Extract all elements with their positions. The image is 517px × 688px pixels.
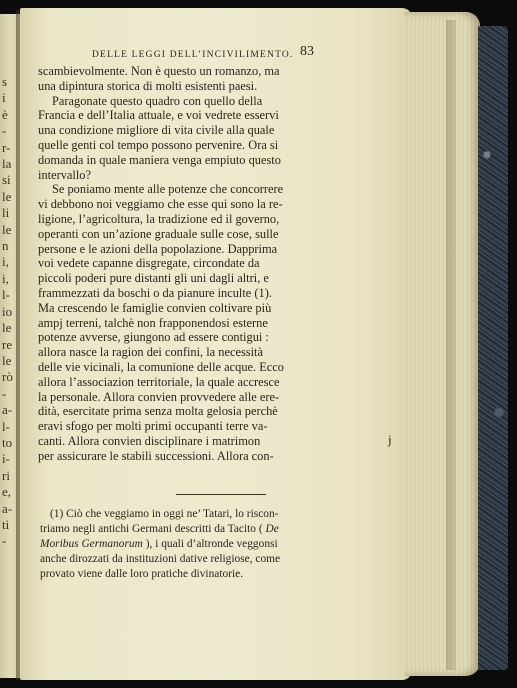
body-line: eravi sfogo per molti primi occupanti terre va- bbox=[38, 419, 268, 434]
body-line: la personale. Allora convien provvedere alle ere- bbox=[38, 389, 280, 404]
body-line: ligione, l’agricoltura, la tradizione ed il governo, bbox=[38, 212, 280, 226]
page-number: 83 bbox=[300, 44, 314, 59]
body-line: una dipintura storica di molti esistenti paesi. bbox=[38, 78, 258, 93]
body-line: voi vedete capanne disgregate, circondate da bbox=[38, 256, 260, 271]
body-line: vi debbono noi veggiamo che esse qui sono la re- bbox=[38, 197, 283, 212]
body-line: scambievolmente. Non è questo un romanzo, ma bbox=[38, 64, 280, 78]
marbled-cover bbox=[478, 26, 508, 670]
body-line: persone e le azioni della popolazione. Dapprima bbox=[38, 241, 278, 256]
body-line: dità, esercitate prima senza molta gelosia perchè bbox=[38, 404, 278, 419]
body-line: potenze avverse, giungono ad essere contigui : bbox=[38, 330, 269, 345]
body-line: Francia e dell’Italia attuale, e voi vedrete esservi bbox=[38, 108, 279, 123]
body-line: Se poniamo mente alle potenze che concorrere bbox=[52, 182, 284, 197]
footnote-italic-text: De bbox=[265, 522, 279, 535]
left-page-text-fragment: s i è - r- la si le li le n i, i, l- io le re le rò - a- l- to i- ri e, a- ti - bbox=[2, 74, 13, 549]
footnote-line: (1) Ciò che veggiamo in oggi ne’ Tatari, lo riscon- bbox=[50, 507, 279, 520]
footnote-text: triamo negli antichi Germani descritti da Tacito ( bbox=[40, 522, 263, 535]
body-line: una condizione migliore di vita civile alla quale bbox=[38, 123, 275, 138]
page-fore-edge bbox=[404, 12, 480, 676]
body-line: ampj terreni, talchè non frapponendosi esterne bbox=[38, 315, 268, 330]
body-line: intervallo? bbox=[38, 167, 91, 182]
footnote-line: anche dirozzati da instituzioni dative religiose, come bbox=[40, 552, 281, 565]
footnote-line: provato viene dalle loro pratiche divinatorie. bbox=[40, 567, 244, 580]
footnote-line bbox=[40, 536, 278, 552]
footnote-italic-text: Moribus Germanorum bbox=[40, 537, 143, 550]
body-line: Ma crescendo le famiglie convien coltivare più bbox=[38, 300, 272, 315]
body-line: per assicurare le stabili successioni. Allora con- bbox=[38, 448, 274, 463]
body-line: Paragonate questo quadro con quello della bbox=[52, 93, 263, 108]
body-line: domanda in quale maniera venga empiuto questo bbox=[38, 152, 281, 167]
body-line: operanti con un’azione graduale sulle cose, sulle bbox=[38, 226, 279, 241]
footnote-text: ), i quali d’altronde veggonsi bbox=[145, 537, 278, 550]
running-head: DELLE LEGGI DELL’INCIVILIMENTO. bbox=[92, 50, 294, 60]
page-edge-shadow bbox=[446, 20, 456, 670]
body-line: delle vie vicinali, la comunione delle acque. Ecco bbox=[38, 360, 284, 374]
body-line: allora nasce la ragion dei confini, la necessità bbox=[38, 345, 263, 360]
body-line: canti. Allora convien disciplinare i matrimon bbox=[38, 434, 261, 448]
footnote-rule bbox=[176, 494, 266, 495]
body-line: frammezzati da boschi o da pianure inculte (1). bbox=[38, 286, 272, 300]
stray-mark: j bbox=[388, 432, 392, 447]
body-line: allora l’associazion territoriale, la quale accresce bbox=[38, 374, 280, 389]
body-line: quelle genti col tempo possono pervenire. Ora si bbox=[38, 138, 279, 152]
footnote-line bbox=[40, 521, 279, 537]
body-line: piccoli poderi pure distanti gli uni dagli altri, e bbox=[38, 271, 269, 286]
